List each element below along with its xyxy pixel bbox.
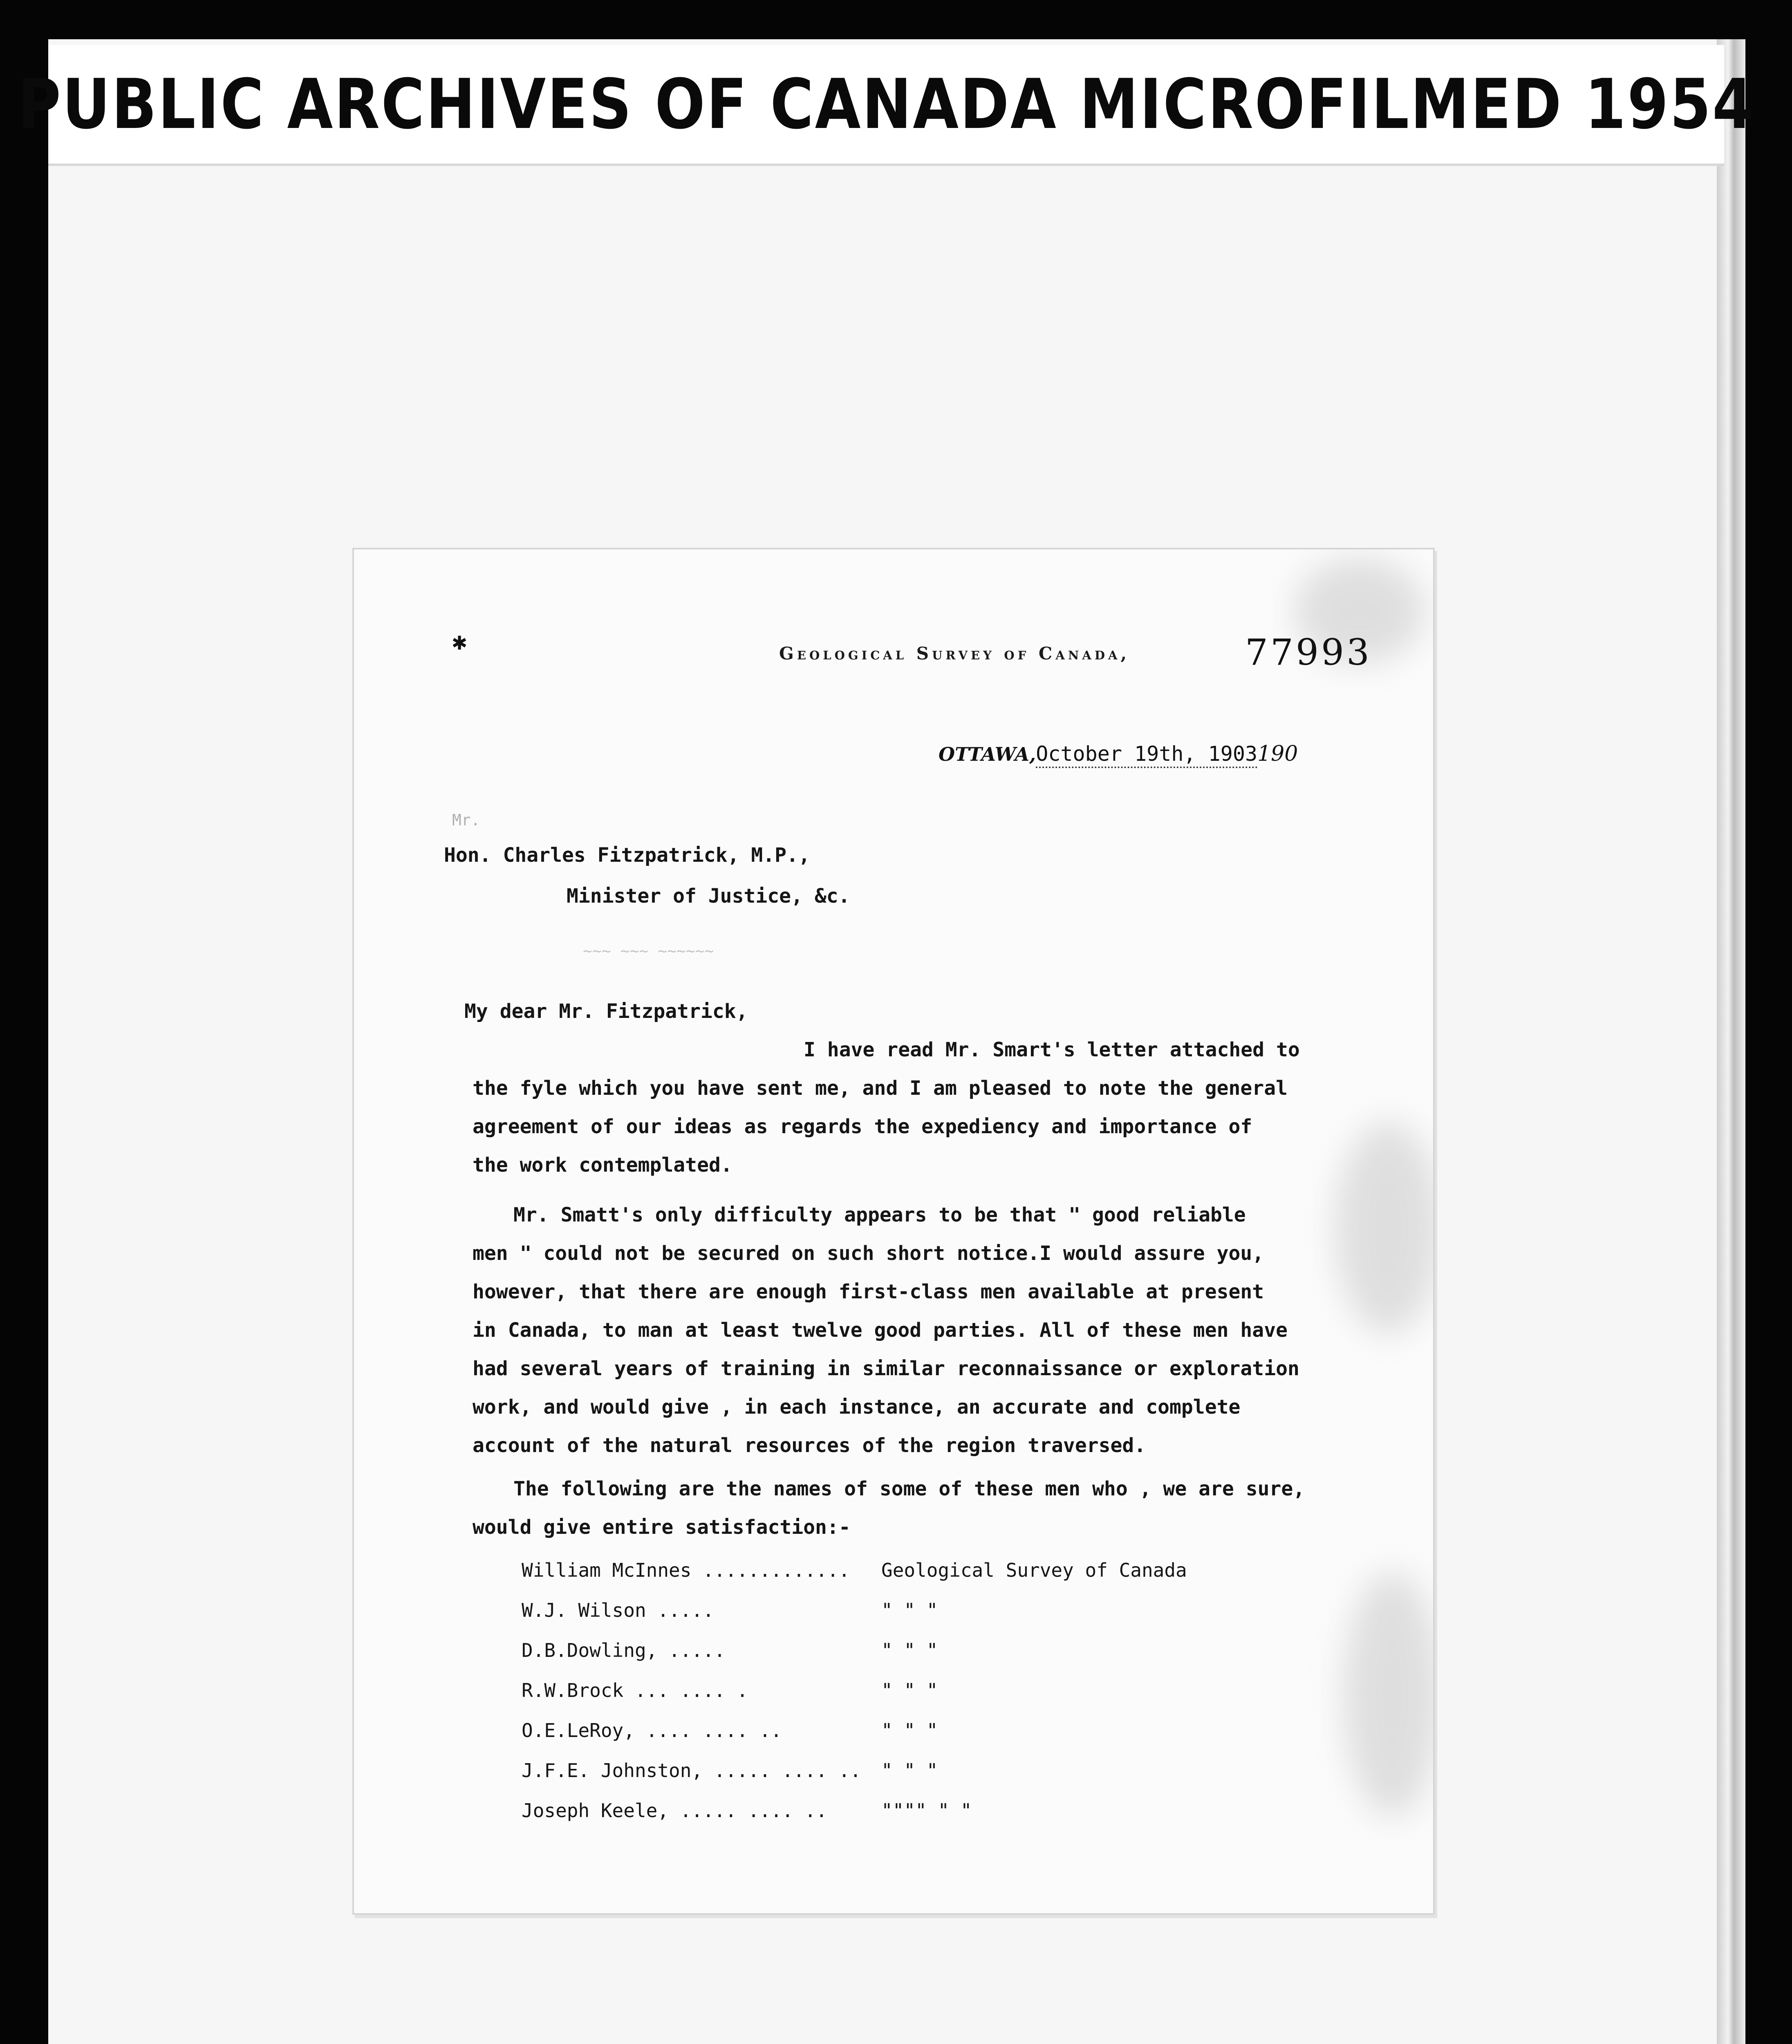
body-line: I have read Mr. Smart's letter attached to [804,1038,1300,1061]
body-line: account of the natural resources of the region traversed. [473,1434,1146,1457]
letter-place: OTTAWA, [939,743,1036,765]
margin-mark: ✱ [452,627,467,656]
roster-row [522,1800,972,1822]
addressee-line-1: Hon. Charles Fitzpatrick, M.P., [444,844,810,867]
roster-name: Joseph Keele, ..... .... .. [522,1800,827,1822]
body-line: however, that there are enough first-class men available at present [473,1280,1264,1303]
body-line: Mr. Smatt's only difficulty appears to be that " good reliable [513,1204,1246,1226]
roster-name: William McInnes ............. [522,1559,850,1581]
roster-affiliation: Geological Survey of Canada [881,1559,1187,1581]
body-line: men " could not be secured on such short notice.I would assure you, [473,1242,1264,1265]
roster-name: W.J. Wilson ..... [522,1599,714,1621]
body-line: would give entire satisfaction:- [473,1516,851,1539]
body-line: in Canada, to man at least twelve good parties. All of these men have [473,1319,1288,1342]
faint-typed-line: ~~~ ~~~ ~~~~~~ [583,942,714,960]
salutation: My dear Mr. Fitzpatrick, [464,1000,748,1023]
roster-row [522,1759,938,1782]
roster-affiliation: " " " [881,1599,938,1621]
roster-row [522,1719,938,1741]
body-line: the fyle which you have sent me, and I am pleased to note the general [473,1077,1288,1100]
addressee-line-2: Minister of Justice, &c. [567,885,850,908]
date-suffix: 190 [1257,742,1298,766]
place-and-date [939,742,1298,766]
archive-header-title: PUBLIC ARCHIVES OF CANADA MICROFILMED 1954 [17,64,1755,144]
roster-row [522,1559,1187,1581]
body-line: work, and would give , in each instance, an accurate and complete [473,1396,1241,1419]
body-line: agreement of our ideas as regards the expediency and importance of [473,1115,1252,1138]
roster-affiliation: " " " [881,1759,938,1782]
roster-name: R.W.Brock ... .... . [522,1679,748,1701]
roster-affiliation: " " " [881,1679,938,1701]
faint-mark: Mr. [452,811,480,829]
roster-name: J.F.E. Johnston, ..... .... .. [522,1759,861,1782]
roster-name: D.B.Dowling, ..... [522,1639,726,1661]
roster-row [522,1679,938,1701]
roster-row [522,1639,938,1661]
file-number: 77993 [1245,631,1372,673]
roster-affiliation: """" " " [881,1800,972,1822]
roster-row [522,1599,938,1621]
roster-name: O.E.LeRoy, .... .... .. [522,1719,782,1741]
body-line: had several years of training in similar reconnaissance or exploration [473,1357,1299,1380]
letterhead: Geological Survey of Canada, [779,643,1130,663]
letter-date: October 19th, 1903 [1036,742,1257,768]
body-line: the work contemplated. [473,1154,732,1177]
body-line: The following are the names of some of these men who , we are sure, [513,1477,1305,1500]
roster-affiliation: " " " [881,1639,938,1661]
letter-page [352,548,1435,1915]
paper-stain [1343,1571,1435,1817]
roster-affiliation: " " " [881,1719,938,1741]
paper-stain [1335,1122,1435,1334]
film-edge-strip [1717,39,1745,2044]
archive-header-banner [17,45,1755,166]
